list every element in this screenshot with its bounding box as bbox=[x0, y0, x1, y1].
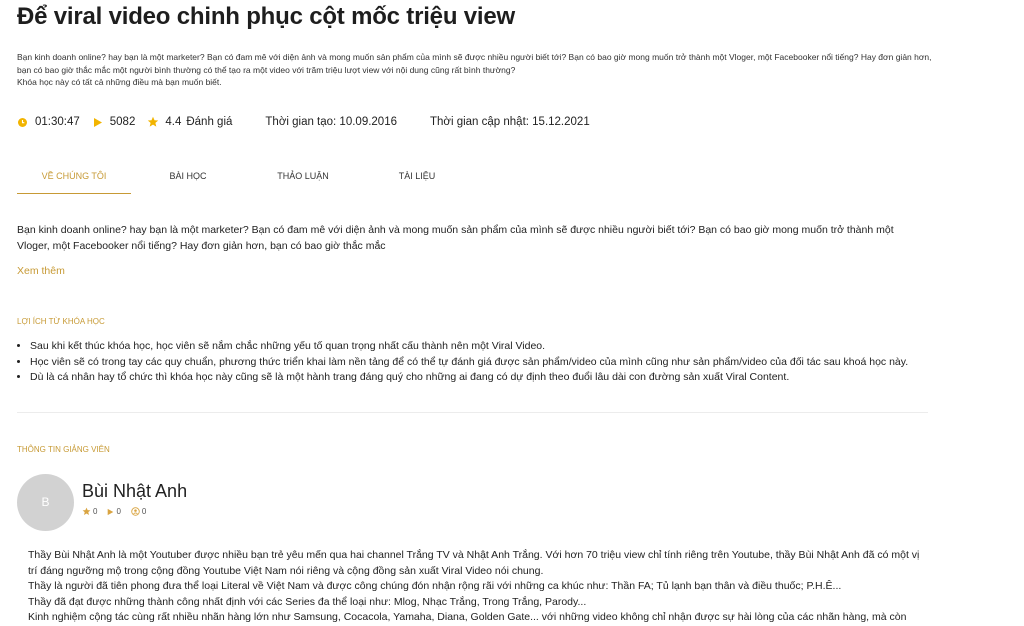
benefits-heading: LỢI ÍCH TỪ KHÓA HỌC bbox=[17, 317, 105, 326]
about-line: Vloger, một Facebooker nổi tiếng? Hay đơn giản hơn, bạn có bao giờ thắc mắc bbox=[17, 240, 386, 252]
bio-line: Kinh nghiệm cộng tác cùng rất nhiều nhãn hàng lớn như Samsung, Cocacola, Yamaha, Diana, Golden Gate... với những video không chỉ nhận được sự hài lòng của các nhãn hàng, mà còn bbox=[28, 611, 907, 623]
see-more-link[interactable]: Xem thêm bbox=[17, 265, 65, 277]
benefit-item: • Sau khi kết thúc khóa học, học viên sẽ nắm chắc những yếu tố quan trọng nhất cấu thành nên một Viral Video. bbox=[30, 339, 908, 355]
instructor-students-value: 0 bbox=[141, 507, 147, 516]
star-icon bbox=[147, 116, 159, 128]
course-title: Để viral video chinh phục cột mốc triệu view bbox=[17, 3, 515, 30]
tab-about[interactable]: VỀ CHÚNG TÔI bbox=[17, 164, 131, 194]
instructor-rating-value: 0 bbox=[93, 507, 98, 516]
rating-label: Đánh giá bbox=[186, 116, 233, 128]
bio-line: Thầy đã đạt được những thành công nhất định với các Series đa thể loại như: Mlog, Nhạc Trắng, Trong Trắng, Parody... bbox=[28, 595, 587, 608]
instructor-students bbox=[131, 507, 146, 516]
instructor-rating bbox=[82, 507, 97, 516]
section-divider bbox=[17, 412, 928, 413]
clock-icon bbox=[17, 117, 28, 128]
tab-documents[interactable]: TÀI LIỆU bbox=[398, 171, 436, 181]
instructor-name[interactable]: Bùi Nhật Anh bbox=[82, 481, 188, 501]
duration-value: 01:30:47 bbox=[35, 116, 80, 128]
bio-line: Thầy Bùi Nhật Anh là một Youtuber được nhiều bạn trẻ yêu mến qua hai channel Trắng TV và Nhật Anh Trắng. Với hơn 70 triệu view chỉ tính riêng trên Youtube, thầy Bùi Nhật Anh đã có một vị bbox=[28, 549, 920, 561]
benefit-item: • Dù là cá nhân hay tổ chức thì khóa học này cũng sẽ là một hành trang đáng quý cho những ai đang có dự định theo đuổi lâu dài con đường sản xuất Viral Content. bbox=[30, 370, 908, 386]
avatar[interactable]: B bbox=[17, 474, 74, 531]
benefit-item: • Học viên sẽ có trong tay các quy chuẩn, phương thức triển khai làm nền tảng để có thể tự đánh giá được sản phẩm/video của mình cũng như sản phẩm/video của đối tác sau khoá học này. bbox=[30, 355, 908, 371]
instructor-heading: THÔNG TIN GIẢNG VIÊN bbox=[17, 445, 110, 454]
about-line: Bạn kinh doanh online? hay bạn là một marketer? Bạn có đam mê với diện ảnh và mong muốn sản phẩm của mình sẽ được nhiều người biết tới? Bạn có bao giờ mong muốn trở thành một bbox=[17, 224, 894, 236]
views-value: 5082 bbox=[109, 116, 136, 128]
tab-discussion[interactable]: THẢO LUẬN bbox=[277, 171, 329, 181]
instructor-bio bbox=[28, 548, 928, 626]
views-stat bbox=[93, 116, 136, 128]
about-text bbox=[17, 222, 917, 254]
updated-date: Thời gian cập nhật: 15.12.2021 bbox=[430, 116, 590, 128]
star-icon bbox=[82, 507, 93, 516]
bio-line: Thầy là người đã tiên phong đưa thể loại Literal về Việt Nam và được công chúng đón nhận rộng rãi với những ca khúc như: Thần FA; Tủ lạnh bạn thân và điều thuốc; P.H.Ê... bbox=[28, 580, 842, 592]
instructor-stats bbox=[82, 507, 156, 516]
play-icon bbox=[107, 508, 116, 516]
rating-stat bbox=[147, 116, 232, 128]
benefits-list bbox=[17, 339, 908, 386]
instructor-videos bbox=[107, 507, 120, 516]
play-icon bbox=[93, 117, 103, 128]
description-line: bạn có bao giờ thắc mắc một người bình thường có thể tạo ra một video với trăm triệu lượt view với nội dung cũng rất bình thường? bbox=[17, 64, 516, 75]
student-icon bbox=[131, 507, 142, 516]
course-description bbox=[17, 51, 937, 89]
tab-lessons[interactable]: BÀI HỌC bbox=[169, 171, 207, 181]
description-line: Khóa học này có tất cả những điều mà bạn muốn biết. bbox=[17, 77, 222, 87]
duration-stat bbox=[17, 116, 80, 128]
course-tabs bbox=[17, 164, 928, 194]
description-line: Bạn kinh doanh online? hay bạn là một marketer? Bạn có đam mê với diện ảnh và mong muốn sản phẩm của mình sẽ được nhiều người biết tới? Bạn có bao giờ mong muốn trở thành một Vloger, một Facebooker nổi tiếng? Hay đơn giản hơn, bbox=[17, 52, 932, 62]
rating-value: 4.4 bbox=[165, 116, 182, 128]
course-meta bbox=[17, 114, 590, 130]
created-date: Thời gian tạo: 10.09.2016 bbox=[265, 116, 397, 128]
bio-line: trí đáng ngưỡng mộ trong cộng đồng Youtube Việt Nam nói riêng và cộng đồng sản xuất Viral Video nói chung. bbox=[28, 564, 544, 577]
instructor-videos-value: 0 bbox=[116, 507, 121, 516]
